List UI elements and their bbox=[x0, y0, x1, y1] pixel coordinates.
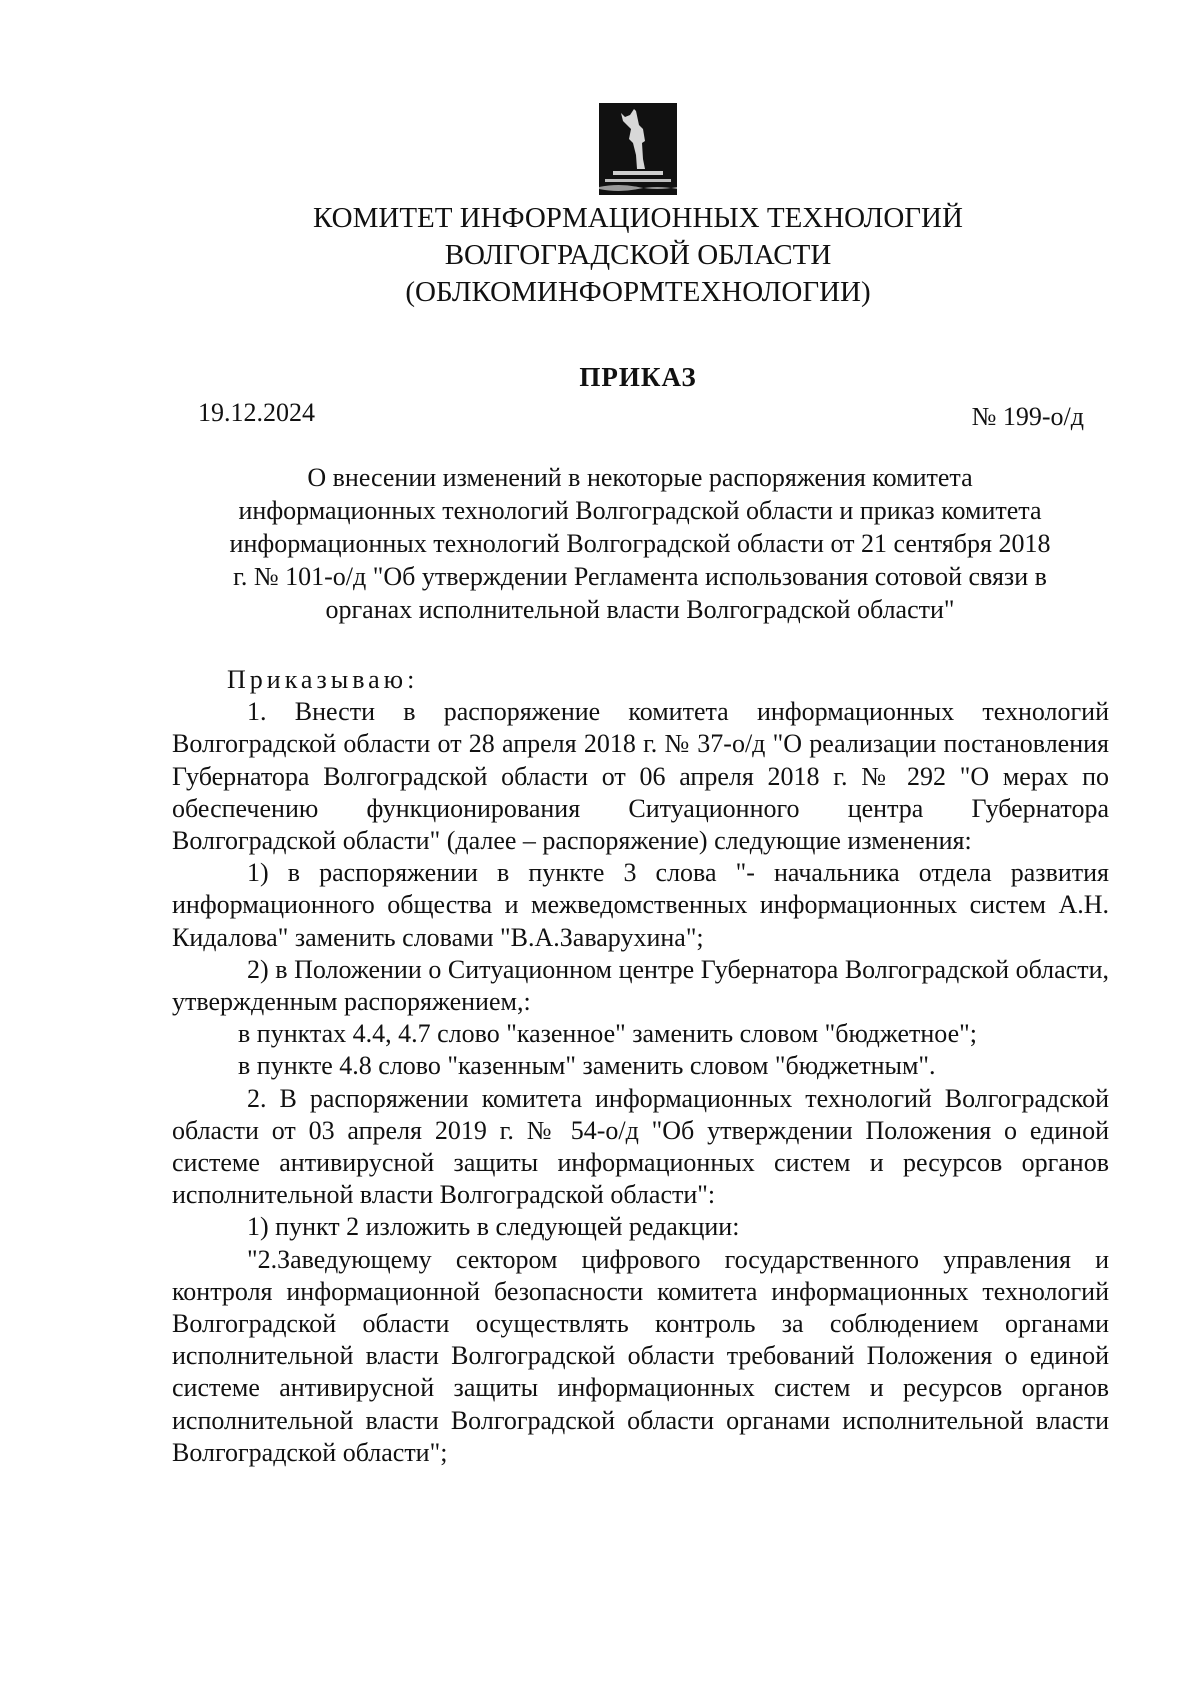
committee-name bbox=[0, 200, 1200, 311]
paragraph-1: 1. Внести в распоряжение комитета информационных технологий Волгоградской области от 28 апреля 2018 г. № 37-о/д "О реализации постановления Губернатора Волгоградской области от 06 апреля 2018 г. № 292 "О мерах по обеспечению функционирования Ситуационного центра Губернатора Волгоградской области" (далее – распоряжение) следующие изменения: bbox=[172, 697, 1109, 856]
subject-line-4: г. № 101-о/д "Об утверждении Регламента использования сотовой связи в bbox=[233, 562, 1047, 591]
subject-line-5: органах исполнительной власти Волгоградской области" bbox=[325, 595, 955, 624]
committee-name-line-1: КОМИТЕТ ИНФОРМАЦИОННЫХ ТЕХНОЛОГИЙ bbox=[313, 202, 963, 234]
document-title: ПРИКАЗ bbox=[579, 362, 697, 392]
paragraph-1-item-1: 1) в распоряжении в пункте 3 слова "- начальника отдела развития информационного общества и межведомственных информационных систем А.Н. Кидалова" заменить словами "В.А.Заварухина"; bbox=[172, 858, 1109, 952]
order-subject bbox=[160, 461, 1120, 626]
paragraph-1-item-2-a: в пунктах 4.4, 4.7 слово "казенное" заменить словом "бюджетное"; bbox=[238, 1019, 977, 1049]
volgograd-coat-of-arms-emblem bbox=[599, 103, 677, 195]
paragraph-1-item-2-b: в пункте 4.8 слово "казенным" заменить словом "бюджетным". bbox=[238, 1051, 936, 1081]
paragraph-2: 2. В распоряжении комитета информационных технологий Волгоградской области от 03 апреля 2019 г. № 54-о/д "Об утверждении Положения о единой системе антивирусной защиты информационных систем и ресурсов органов исполнительной власти Волгоградской области": bbox=[172, 1083, 1109, 1210]
subject-line-3: информационных технологий Волгоградской области от 21 сентября 2018 bbox=[229, 529, 1051, 558]
paragraph-2-quote: "2.Заведующему сектором цифрового государственного управления и контроля информационной безопасности комитета информационных технологий Волгоградской области осуществлять контроль за соблюдением органами исполнительной власти Волгоградской области требований Положения о единой системе антивирусной защиты информационных систем и ресурсов органов исполнительной власти Волгоградской области органами исполнительной власти Волгоградской области"; bbox=[172, 1244, 1109, 1467]
paragraph-1-item-2: 2) в Положении о Ситуационном центре Губернатора Волгоградской области, утвержденным распоряжением,: bbox=[172, 954, 1109, 1017]
committee-name-line-2: ВОЛГОГРАДСКОЙ ОБЛАСТИ bbox=[444, 239, 832, 271]
order-number: № 199-о/д bbox=[971, 402, 1084, 431]
order-body bbox=[172, 664, 1109, 1469]
committee-name-line-3: (ОБЛКОМИНФОРМТЕХНОЛОГИИ) bbox=[405, 276, 871, 308]
order-date: 19.12.2024 bbox=[198, 398, 315, 427]
paragraph-2-item-1: 1) пункт 2 изложить в следующей редакции: bbox=[247, 1212, 740, 1242]
subject-line-1: О внесении изменений в некоторые распоряжения комитета bbox=[307, 463, 973, 492]
subject-line-2: информационных технологий Волгоградской области и приказ комитета bbox=[238, 496, 1042, 525]
directive-word: Приказываю: bbox=[227, 665, 419, 694]
